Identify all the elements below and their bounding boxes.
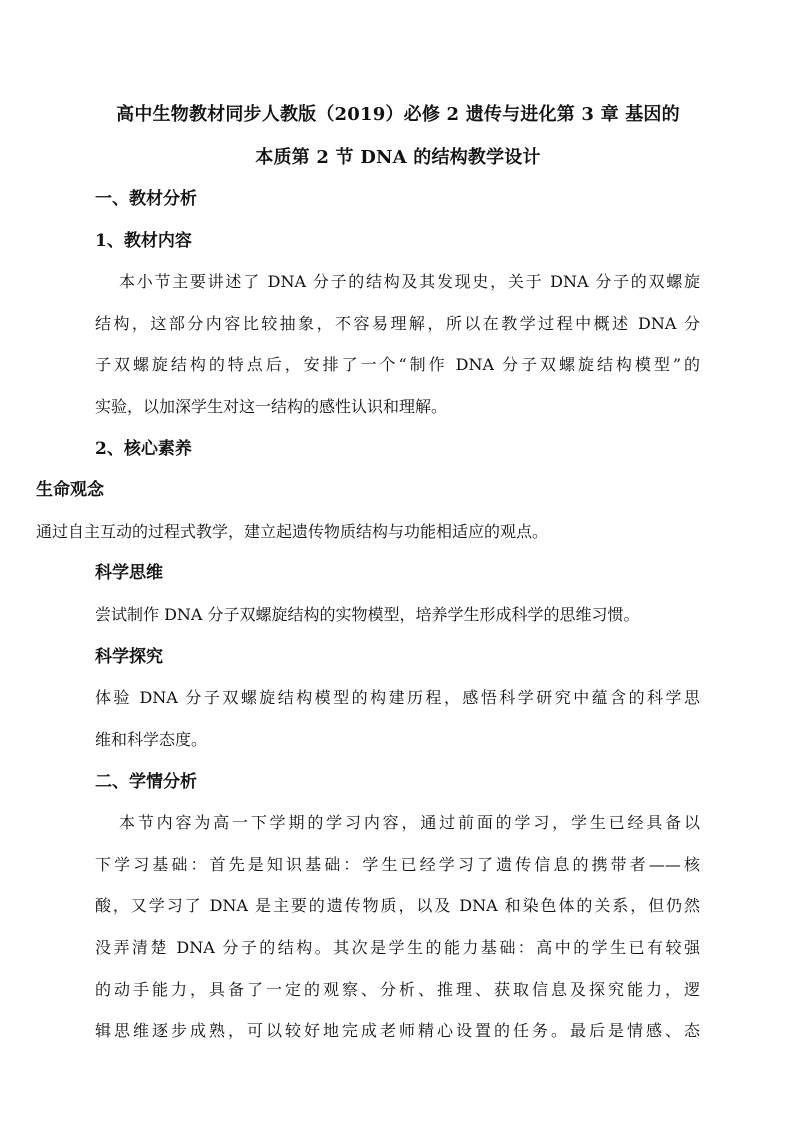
section-heading-textbook-analysis: 一、教材分析 (95, 189, 197, 209)
life-concept-text: 通过自主互动的过程式教学，建立起遗传物质结构与功能相适应的观点。 (36, 522, 549, 541)
paragraph-line: 实验，以加深学生对这一结构的感性认识和理解。 (95, 397, 448, 416)
paragraph-line: 没弄清楚 DNA 分子的结构。其次是学生的能力基础：高中的学生已有较强 (95, 938, 700, 957)
paragraph-line: 结构，这部分内容比较抽象，不容易理解，所以在教学过程中概述 DNA 分 (95, 314, 700, 333)
scientific-inquiry-line: 维和科学态度。 (95, 730, 208, 749)
paragraph-line: 子双螺旋结构的特点后，安排了一个“制作 DNA 分子双螺旋结构模型”的 (95, 355, 700, 374)
subsection-heading-textbook-content: 1、教材内容 (95, 231, 192, 251)
paragraph-line: 辑思维逐步成熟，可以较好地完成老师精心设置的任务。最后是情感、态 (95, 1021, 700, 1040)
heading-scientific-inquiry: 科学探究 (95, 647, 163, 667)
paragraph-line: 的动手能力，具备了一定的观察、分析、推理、获取信息及探究能力，逻 (95, 980, 700, 999)
section-heading-student-analysis: 二、学情分析 (95, 772, 197, 792)
document-title-line-2: 本质第 2 节 DNA 的结构教学设计 (255, 147, 541, 168)
scientific-thinking-text: 尝试制作 DNA 分子双螺旋结构的实物模型，培养学生形成科学的思维习惯。 (95, 605, 640, 624)
heading-life-concept: 生命观念 (36, 480, 104, 500)
paragraph-line: 本小节主要讲述了 DNA 分子的结构及其发现史，关于 DNA 分子的双螺旋 (119, 272, 700, 291)
heading-scientific-thinking: 科学思维 (95, 563, 163, 583)
subsection-heading-core-literacy: 2、核心素养 (95, 439, 192, 459)
paragraph-line: 酸，又学习了 DNA 是主要的遗传物质，以及 DNA 和染色体的关系，但仍然 (95, 896, 700, 915)
document-title-line-1: 高中生物教材同步人教版（2019）必修 2 遗传与进化第 3 章 基因的 (116, 104, 680, 125)
paragraph-line: 下学习基础：首先是知识基础：学生已经学习了遗传信息的携带者——核 (95, 855, 700, 874)
scientific-inquiry-line: 体验 DNA 分子双螺旋结构模型的构建历程，感悟科学研究中蕴含的科学思 (95, 688, 700, 707)
paragraph-line: 本节内容为高一下学期的学习内容，通过前面的学习，学生已经具备以 (119, 813, 700, 832)
